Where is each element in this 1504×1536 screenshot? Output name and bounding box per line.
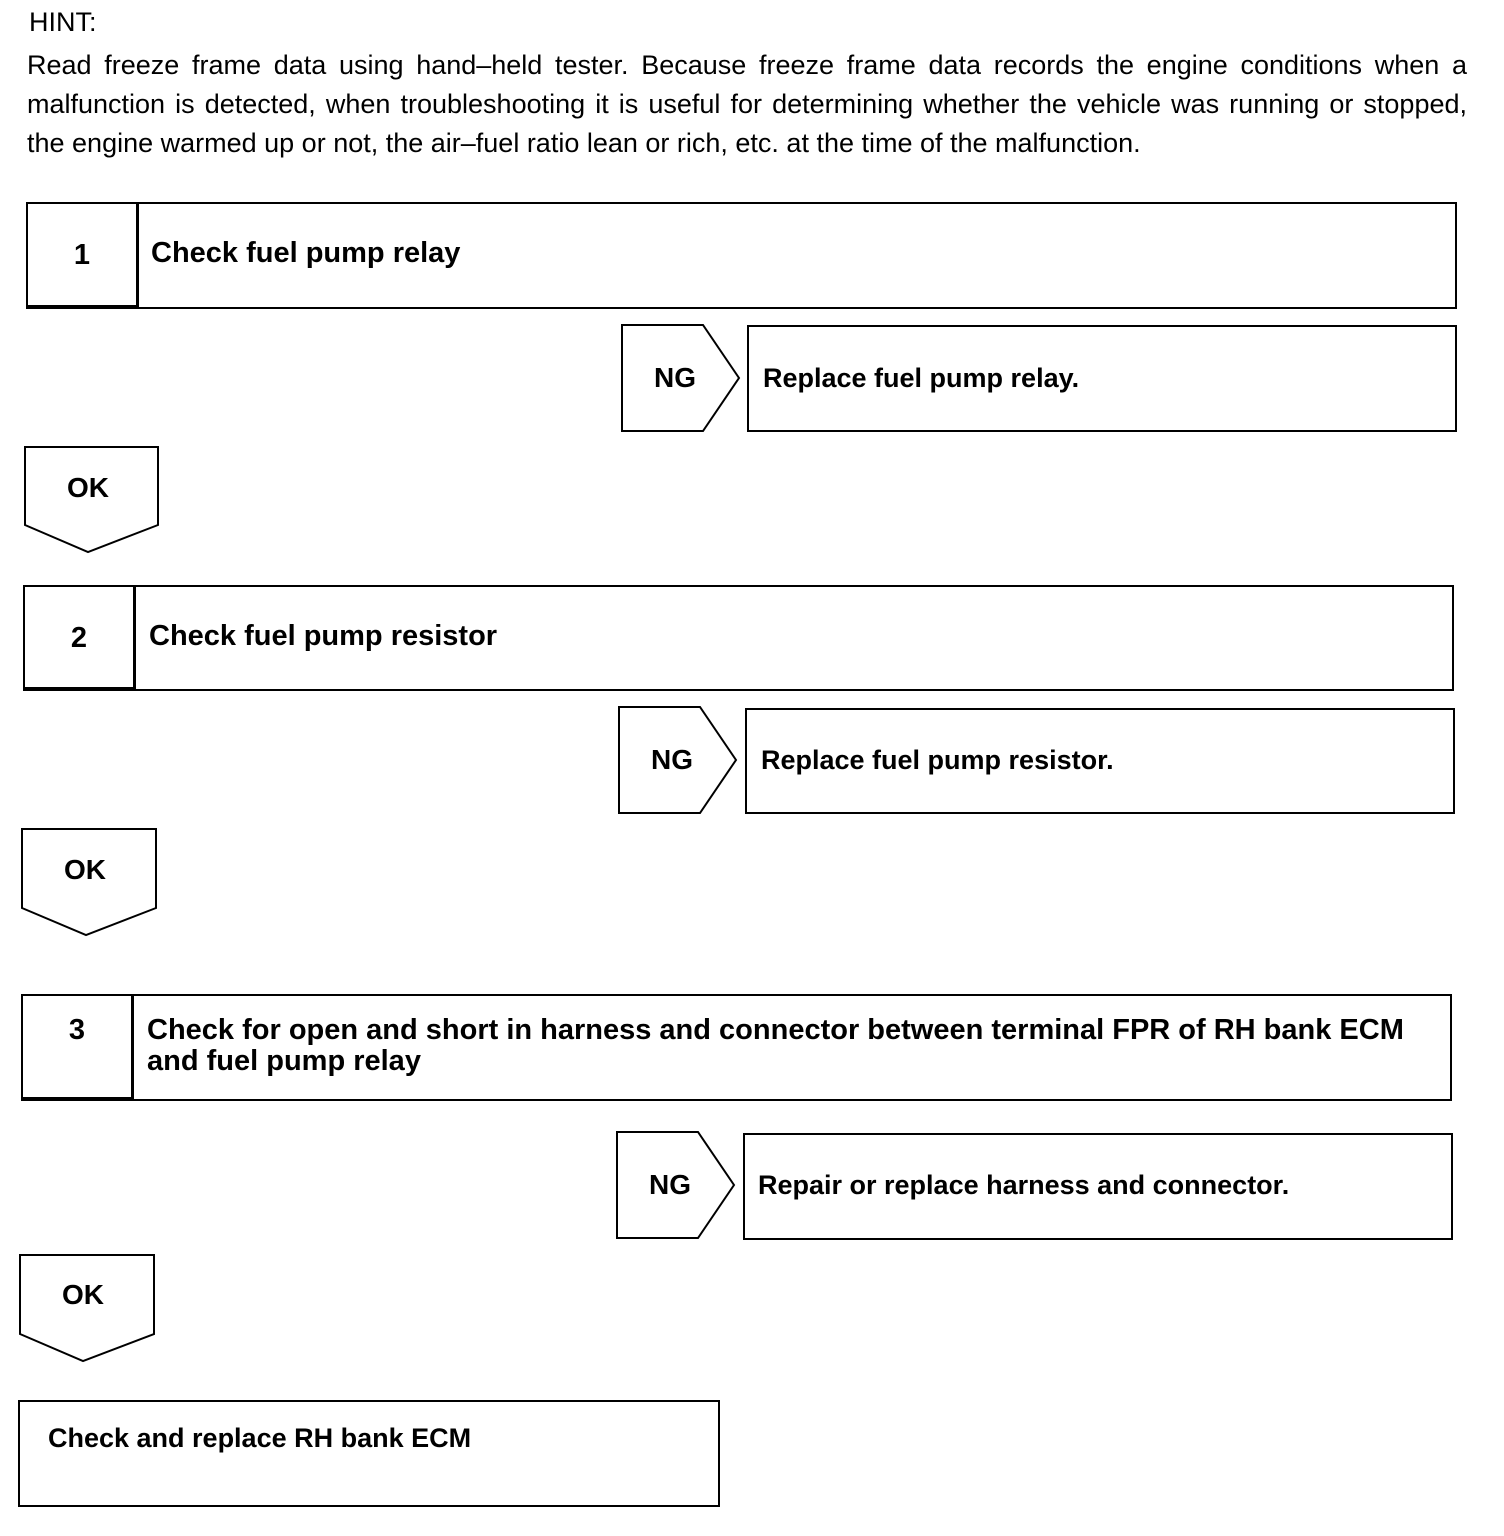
ok-label-3: OK xyxy=(62,1279,104,1310)
ok-label-2: OK xyxy=(64,854,106,885)
ng-action-1: Replace fuel pump relay. xyxy=(763,363,1080,393)
ng-label-1: NG xyxy=(654,362,696,393)
hint-text: Read freeze frame data using hand–held tester. Because freeze frame data records the engine conditions when a malfunction is detected, when troubleshooting it is useful for determining whether the vehicle was running or stopped, the engine warmed up or not, the air–fuel ratio lean or rich, etc. at the time of the malfunction. xyxy=(27,50,1467,158)
step-1-number: 1 xyxy=(26,202,139,307)
ng-action-2: Replace fuel pump resistor. xyxy=(761,745,1114,775)
ok-label-1: OK xyxy=(67,472,109,503)
step-1-title: Check fuel pump relay xyxy=(151,237,461,269)
ng-label-3: NG xyxy=(649,1169,691,1200)
final-text: Check and replace RH bank ECM xyxy=(48,1423,472,1453)
step-2-number: 2 xyxy=(23,585,136,689)
ng-action-3: Repair or replace harness and connector. xyxy=(758,1170,1290,1200)
hint-label: HINT: xyxy=(29,7,97,37)
step-2-title: Check fuel pump resistor xyxy=(149,620,498,652)
step-3-number: 3 xyxy=(21,994,134,1099)
ng-label-2: NG xyxy=(651,744,693,775)
final-box xyxy=(18,1400,720,1507)
step-3-title: Check for open and short in harness and connector between terminal FPR of RH bank ECM and fuel pump relay xyxy=(147,1014,1404,1077)
